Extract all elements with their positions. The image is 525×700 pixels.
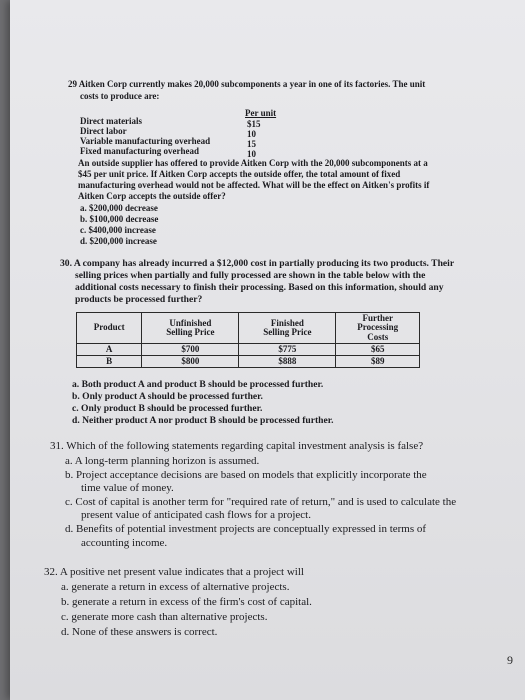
- table-cell: $89: [336, 356, 420, 368]
- q30-option-d: d. Neither product A nor product B should be processed further.: [72, 415, 334, 426]
- q31-option-d-cont: accounting income.: [81, 537, 168, 549]
- table-row: [77, 356, 420, 368]
- q31-option-c-cont: present value of anticipated cash flows for a project.: [81, 509, 311, 521]
- q29-cost-value: 10: [247, 129, 256, 139]
- q29-stem-line-1: 29 Aitken Corp currently makes 20,000 subcomponents a year in one of its factories. The unit: [68, 79, 426, 89]
- q31-option-c: c. Cost of capital is another term for "required rate of return," and is used to calculate the: [65, 496, 457, 508]
- q31-option-b-cont: time value of money.: [81, 482, 174, 494]
- q29-option-a: a. $200,000 decrease: [80, 203, 158, 213]
- q30-stem-line-2: selling prices when partially and fully processed are shown in the table below with the: [75, 270, 426, 281]
- q31-option-d: d. Benefits of potential investment projects are conceptually expressed in terms of: [65, 523, 427, 535]
- q30-option-c: c. Only product B should be processed further.: [72, 403, 263, 414]
- q29-body-line: An outside supplier has offered to provide Aitken Corp with the 20,000 subcomponents at a: [78, 158, 428, 168]
- q32-option-a: a. generate a return in excess of alternative projects.: [61, 581, 290, 593]
- q29-cost-value: $15: [247, 119, 261, 129]
- q31-option-a: a. A long-term planning horizon is assumed.: [65, 455, 260, 467]
- table-cell: A: [77, 344, 142, 356]
- header-label: Further Processing Costs: [357, 312, 399, 342]
- q29-cost-header: Per unit: [245, 108, 277, 118]
- q29-cost-value: 10: [247, 149, 256, 159]
- header-label: Unfinished Selling Price: [166, 317, 215, 337]
- product-table-header-row: [77, 313, 420, 344]
- header-further-costs: [336, 313, 420, 344]
- table-cell: B: [77, 356, 142, 368]
- q29-option-c: c. $400,000 increase: [80, 225, 156, 235]
- table-cell: $888: [239, 356, 336, 368]
- q31-option-b: b. Project acceptance decisions are based on models that explicitly incorporate the: [65, 469, 427, 481]
- page-number: 9: [507, 653, 513, 667]
- q29-option-b: b. $100,000 decrease: [80, 214, 159, 224]
- q31-stem: 31. Which of the following statements regarding capital investment analysis is false?: [50, 440, 424, 452]
- q29-cost-value: 15: [247, 139, 256, 149]
- header-unfinished-price: [142, 313, 239, 344]
- q30-stem-line-1: 30. A company has already incurred a $12,000 cost in partially producing its two products. Their: [60, 258, 455, 269]
- table-cell: $800: [142, 356, 239, 368]
- q32-stem: 32. A positive net present value indicates that a project will: [44, 566, 304, 578]
- header-label: Finished Selling Price: [263, 317, 312, 337]
- q29-cost-label: Fixed manufacturing overhead: [80, 146, 199, 156]
- header-label: Product: [93, 322, 125, 333]
- q30-stem-line-4: products be processed further?: [75, 294, 203, 305]
- q30-stem-line-3: additional costs necessary to finish their processing. Based on this information, should any: [75, 282, 444, 293]
- q29-body-line: $45 per unit price. If Aitken Corp accepts the outside offer, the total amount of fixed: [78, 169, 401, 179]
- q29-cost-label: Direct labor: [80, 126, 127, 136]
- q29-cost-label: Direct materials: [80, 116, 143, 126]
- header-finished-price: [239, 313, 336, 344]
- header-product: [77, 313, 142, 344]
- table-row: [77, 344, 420, 356]
- q30-option-b: b. Only product A should be processed further.: [72, 391, 263, 402]
- q30-option-a: a. Both product A and product B should be processed further.: [72, 379, 324, 390]
- q29-cost-label: Variable manufacturing overhead: [80, 136, 211, 146]
- q29-body-line: Aitken Corp accepts the outside offer?: [78, 191, 226, 201]
- q32-option-c: c. generate more cash than alternative projects.: [61, 611, 268, 623]
- q32-option-b: b. generate a return in excess of the firm's cost of capital.: [61, 596, 312, 608]
- product-table: [76, 312, 420, 368]
- q29-stem-line-2: costs to produce are:: [80, 91, 160, 101]
- table-cell: $775: [239, 344, 336, 356]
- q29-body-line: manufacturing overhead would not be affected. What will be the effect on Aitken's profits if: [78, 180, 430, 190]
- q29-option-d: d. $200,000 increase: [80, 236, 157, 246]
- table-cell: $700: [142, 344, 239, 356]
- table-cell: $65: [336, 344, 420, 356]
- q32-option-d: d. None of these answers is correct.: [61, 626, 218, 638]
